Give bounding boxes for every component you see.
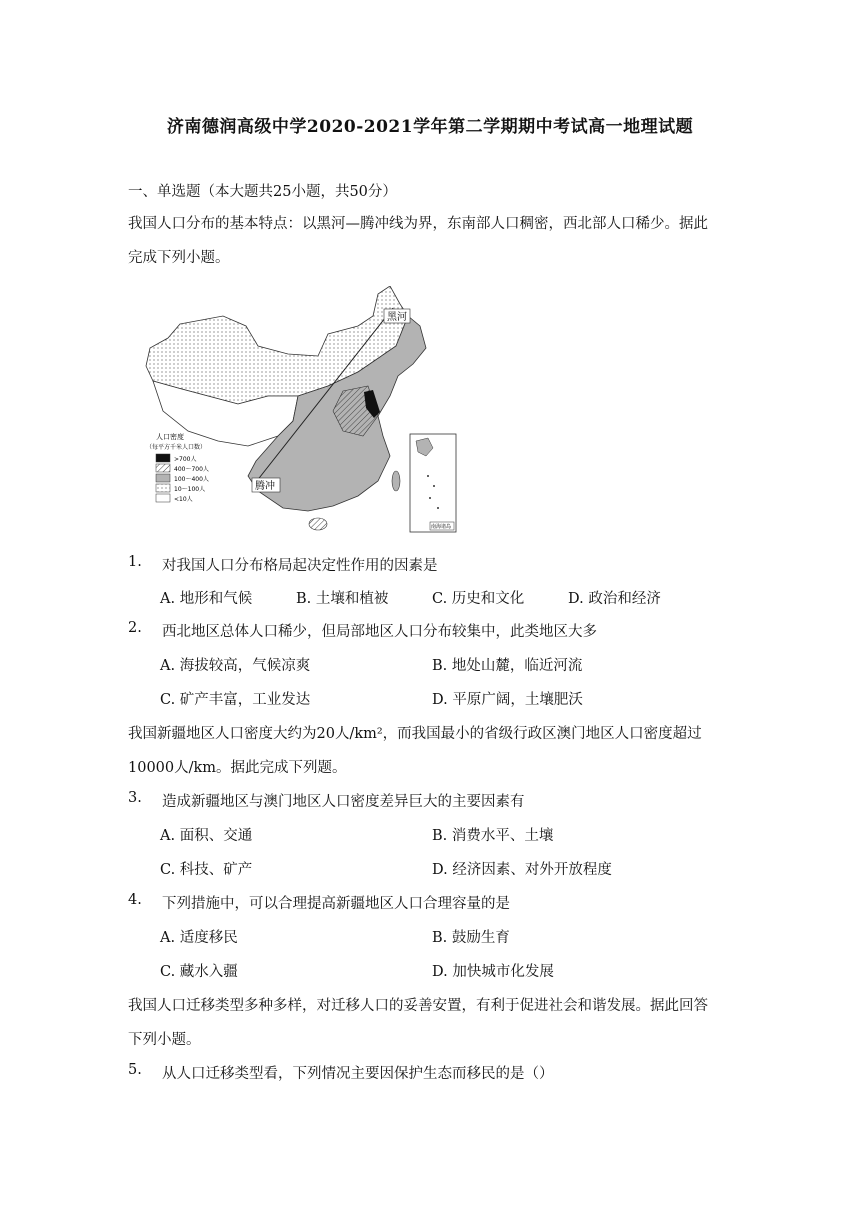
china-population-density-map xyxy=(128,286,458,538)
option: B. 土壤和植被 xyxy=(296,591,389,607)
option: A. 适度移民 xyxy=(160,930,238,946)
option: A. 地形和气候 xyxy=(160,591,253,607)
south-china-sea-inset xyxy=(410,434,456,532)
question-text: 西北地区总体人口稀少，但局部地区人口分布较集中，此类地区大多 xyxy=(162,624,597,640)
intro-paragraph-line: 完成下列小题。 xyxy=(128,250,230,266)
option: A. 面积、交通 xyxy=(160,828,253,844)
option: D. 政治和经济 xyxy=(568,591,661,607)
legend-subtitle: （每平方千米人口数） xyxy=(146,444,207,451)
intro-paragraph-line: 10000人/km。据此完成下列题。 xyxy=(128,760,347,776)
legend-item: >700人 xyxy=(174,456,197,463)
intro-paragraph-line: 我国人口迁移类型多种多样，对迁移人口的妥善安置，有利于促进社会和谐发展。据此回答 xyxy=(128,998,708,1014)
map-legend xyxy=(146,432,209,503)
question-text: 造成新疆地区与澳门地区人口密度差异巨大的主要因素有 xyxy=(162,794,525,810)
legend-item: 100～400人 xyxy=(174,476,209,483)
question-number: 1. xyxy=(128,554,142,570)
question-text: 从人口迁移类型看，下列情况主要因保护生态而移民的是（） xyxy=(162,1066,554,1082)
option: C. 历史和文化 xyxy=(432,591,525,607)
question-number: 2. xyxy=(128,620,142,636)
legend-item: 10～100人 xyxy=(174,486,206,493)
option: B. 消费水平、土壤 xyxy=(432,828,554,844)
intro-paragraph-line: 我国人口分布的基本特点：以黑河—腾冲线为界，东南部人口稠密，西北部人口稀少。据此 xyxy=(128,216,708,232)
question-number: 5. xyxy=(128,1062,142,1078)
intro-paragraph-line: 我国新疆地区人口密度大约为20人/km²，而我国最小的省级行政区澳门地区人口密度超过 xyxy=(128,726,702,742)
section-heading: 一、单选题（本大题共25小题，共50分） xyxy=(128,184,397,200)
question-text: 下列措施中，可以合理提高新疆地区人口合理容量的是 xyxy=(162,896,510,912)
label-tengchong: 腾冲 xyxy=(255,481,275,492)
intro-paragraph-line: 下列小题。 xyxy=(128,1032,201,1048)
option: C. 矿产丰富，工业发达 xyxy=(160,692,311,708)
option: D. 经济因素、对外开放程度 xyxy=(432,862,612,878)
taiwan-island xyxy=(392,471,400,491)
option: B. 鼓励生育 xyxy=(432,930,510,946)
legend-title: 人口密度 xyxy=(156,433,184,441)
label-heihe: 黑河 xyxy=(387,312,407,323)
legend-item: 400～700人 xyxy=(174,466,209,473)
document-title: 济南德润高级中学2020-2021学年第二学期期中考试高一地理试题 xyxy=(166,117,694,137)
question-number: 4. xyxy=(128,892,142,908)
option: C. 藏水入疆 xyxy=(160,964,238,980)
option: C. 科技、矿产 xyxy=(160,862,253,878)
option: B. 地处山麓，临近河流 xyxy=(432,658,583,674)
question-number: 3. xyxy=(128,790,142,806)
inset-label: 南海诸岛 xyxy=(431,524,452,530)
question-text: 对我国人口分布格局起决定性作用的因素是 xyxy=(162,558,438,574)
legend-item: <10人 xyxy=(174,496,193,503)
option: D. 加快城市化发展 xyxy=(432,964,554,980)
option: A. 海拔较高，气候凉爽 xyxy=(160,658,311,674)
option: D. 平原广阔，土壤肥沃 xyxy=(432,692,583,708)
hainan-island xyxy=(309,518,327,530)
